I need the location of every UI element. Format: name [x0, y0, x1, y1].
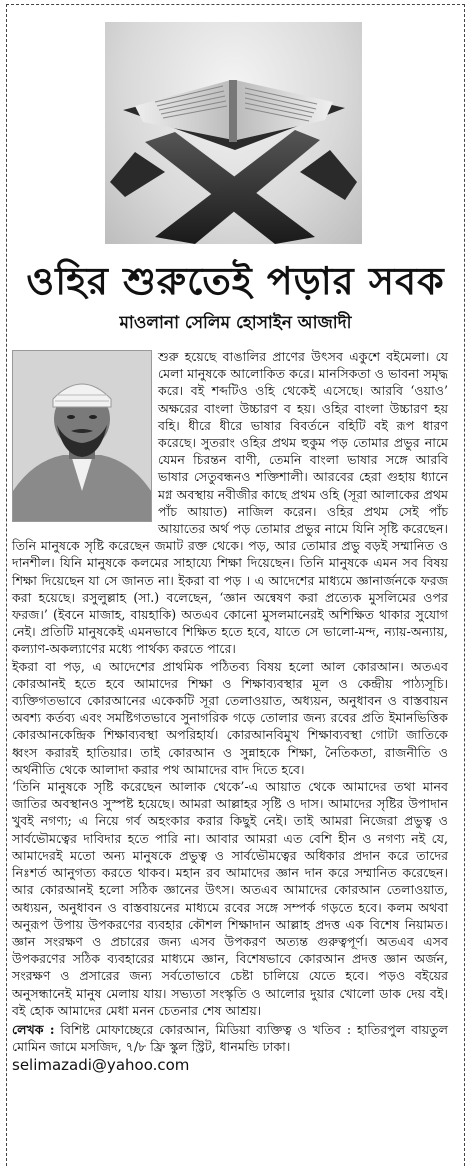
article-author: মাওলানা সেলিম হোসাইন আজাদী: [119, 313, 352, 333]
quran-image: [105, 22, 362, 244]
left-dashed-border: [6, 4, 7, 1166]
quran-on-stand-illustration: [105, 22, 362, 244]
paragraph-2: ইকরা বা পড়, এ আদেশের প্রাথমিক পঠিতব্য বিষয় হলো আল কোরআন। অতএব কোরআনই হতে হবে আমাদের শিক্ষা ও শিক্ষাব্যবস্থার মূল ও কেন্দ্রীয় পাঠ্যসূচি। ব্যক্তিগতভাবে কোরআনের একেকটি সূরা তেলাওয়াত, অধ্যয়ন, অনুধাবন ও বাস্তবায়ন অবশ্য কর্তব্য এবং সমষ্টিগতভাবে সুনাগরিক গড়ে তোলার জন্য রবের প্রতি ইমানভিত্তিক কোরআনকেন্দ্রিক শিক্ষাব্যবস্থা অপরিহার্য। কোরআনবিমুখ শিক্ষাব্যবস্থা গোটা জাতিকে ধ্বংস করারই হাতিয়ার। তাই কোরআন ও সুন্নাহকে শিক্ষা, নৈতিকতা, রাজনীতি ও অর্থনীতি থেকে আলাদা করার পথ আমাদের বাদ দিতে হবে।: [12, 658, 448, 777]
paragraph-3: ‘তিনি মানুষকে সৃষ্টি করেছেন আলাক থেকে’-এ আয়াত থেকে আমাদের তথা মানব জাতির অবস্থানও সুস্পষ্ট হয়েছে। আমরা আল্লাহর সৃষ্টি ও দাস। আমাদের সৃষ্টির উপাদান খুবই নগণ্য; এ নিয়ে গর্ব অহংকার করার কিছুই নেই। তাই আমরা নিজেরা প্রভুত্ব ও সার্বভৌমত্বের দাবিদার হতে পারি না। আবার আমরা এত বেশি হীন ও নগণ্য নই যে, আমাদেরই মতো অন্য মানুষকে প্রভুত্ব ও সার্বভৌমত্বের অধিকার প্রদান করে তাদের নিঃশর্ত আনুগত্য করতে থাকব। মহান রব আমাদের জ্ঞান দান করে সম্মানিত করেছেন। আর কোরআনই হলো সঠিক জ্ঞানের উৎস। অতএব আমাদের কোরআন তেলাওয়াত, অধ্যয়ন, অনুধাবন ও বাস্তবায়নের মাধ্যমে রবের সঙ্গে সম্পর্ক গড়তে হবে। কলম অথবা অনুরূপ উপায় উপকরণের ব্যবহার কৌশল শিক্ষাদান আল্লাহ প্রদত্ত এক বিশেষ নিয়ামত। জ্ঞান সংরক্ষণ ও প্রচারের জন্য এসব উপকরণ অত্যন্ত গুরুত্বপূর্ণ। অতএব এসব উপকরণের সঠিক ব্যবহারের মাধ্যমে জ্ঞান, বিশেষভাবে কোরআন প্রদত্ত জ্ঞান অর্জন, সংরক্ষণ ও প্রসারের জন্য সর্বতোভাবে চেষ্টা চালিয়ে যেতে হবে। পড়ও বইয়ের অনুসন্ধানেই মানুষ মেলায় যায়। সভ্যতা সংস্কৃতি ও আলোর দুয়ার খোলো ডাক দেয় বই। বই হোক আমাদের মেধা মনন চেতনার শেষ আশ্রয়।: [12, 779, 448, 1018]
article-body: [12, 348, 448, 1075]
article-title: ওহির শুরুতেই পড়ার সবক: [26, 259, 445, 303]
author-email[interactable]: selimazadi@yahoo.com: [12, 1056, 190, 1075]
credit-label: লেখক :: [12, 1021, 55, 1037]
right-dashed-border: [464, 4, 465, 1166]
paragraph-1: শুরু হয়েছে বাঙালির প্রাণের উৎসব একুশে বইমেলা। যে মেলা মানুষকে আলোকিত করে। মানসিকতা ও ভাবনা সমৃদ্ধ করে। বই শব্দটিও ওহি থেকেই এসেছে। আরবি ‘ওয়াও’ অক্ষরের বাংলা উচ্চারণ ব হয়। ওহির বাংলা উচ্চারণ হয় বহি। ধীরে ধীরে ভাষার বিবর্তনে বহিটি বই রূপ ধারণ করেছে। সুতরাং ওহির প্রথম হুকুম পড় তোমার প্রভুর নামে যেমন চিরন্তন বাণী, তেমনি বাংলা ভাষার সঙ্গে আরবি ভাষার সেতুবন্ধনও শক্তিশালী। আরবের হেরা গুহায় ধ্যানে মগ্ন অবস্থায় নবীজীর কাছে প্রথম ওহি (সূরা আলাকের প্রথম পাঁচ আয়াত) নাজিল করেন। ওহির প্রথম সেই পাঁচ আয়াতের অর্থ পড় তোমার প্রভুর নামে যিনি সৃষ্টি করেছেন। তিনি মানুষকে সৃষ্টি করেছেন জমাট রক্ত থেকে। পড়, আর তোমার প্রভু বড়ই সম্মানিত ও দানশীল। যিনি মানুষকে কলমের সাহায্যে শিক্ষা দিয়েছেন। তিনি মানুষকে এমন সব বিষয় শিক্ষা দিয়েছেন যা সে জানত না। ইকরা বা পড় । এ আদেশের মাধ্যমে জ্ঞানার্জনকে ফরজ করা হয়েছে। রসুলুল্লাহ (সা.) বলেছেন, ‘জ্ঞান অন্বেষণ করা প্রত্যেক মুসলিমের ওপর ফরজ।’ (ইবনে মাজাহ, বায়হাকি) অতএব কোনো মুসলমানেরই অশিক্ষিত থাকার সুযোগ নেই। প্রতিটি মানুষকেই এমনভাবে শিক্ষিত হতে হবে, যাতে সে ভালো-মন্দ, ন্যায়-অন্যায়, কল্যাণ-অকল্যাণের মধ্যে পার্থক্য করতে পারে।: [12, 349, 448, 657]
author-credit: [12, 1021, 448, 1055]
credit-text: বিশিষ্ট মোফাচ্ছেরে কোরআন, মিডিয়া ব্যক্তিত্ব ও খতিব : হাতিরপুল বায়তুল মোমিন জামে মসজিদ, ৭/৮ ফ্রি স্কুল স্ট্রিট, ধানমন্ডি ঢাকা।: [12, 1021, 448, 1055]
top-dashed-border: [6, 4, 465, 5]
portrait-spacer: [12, 348, 154, 524]
